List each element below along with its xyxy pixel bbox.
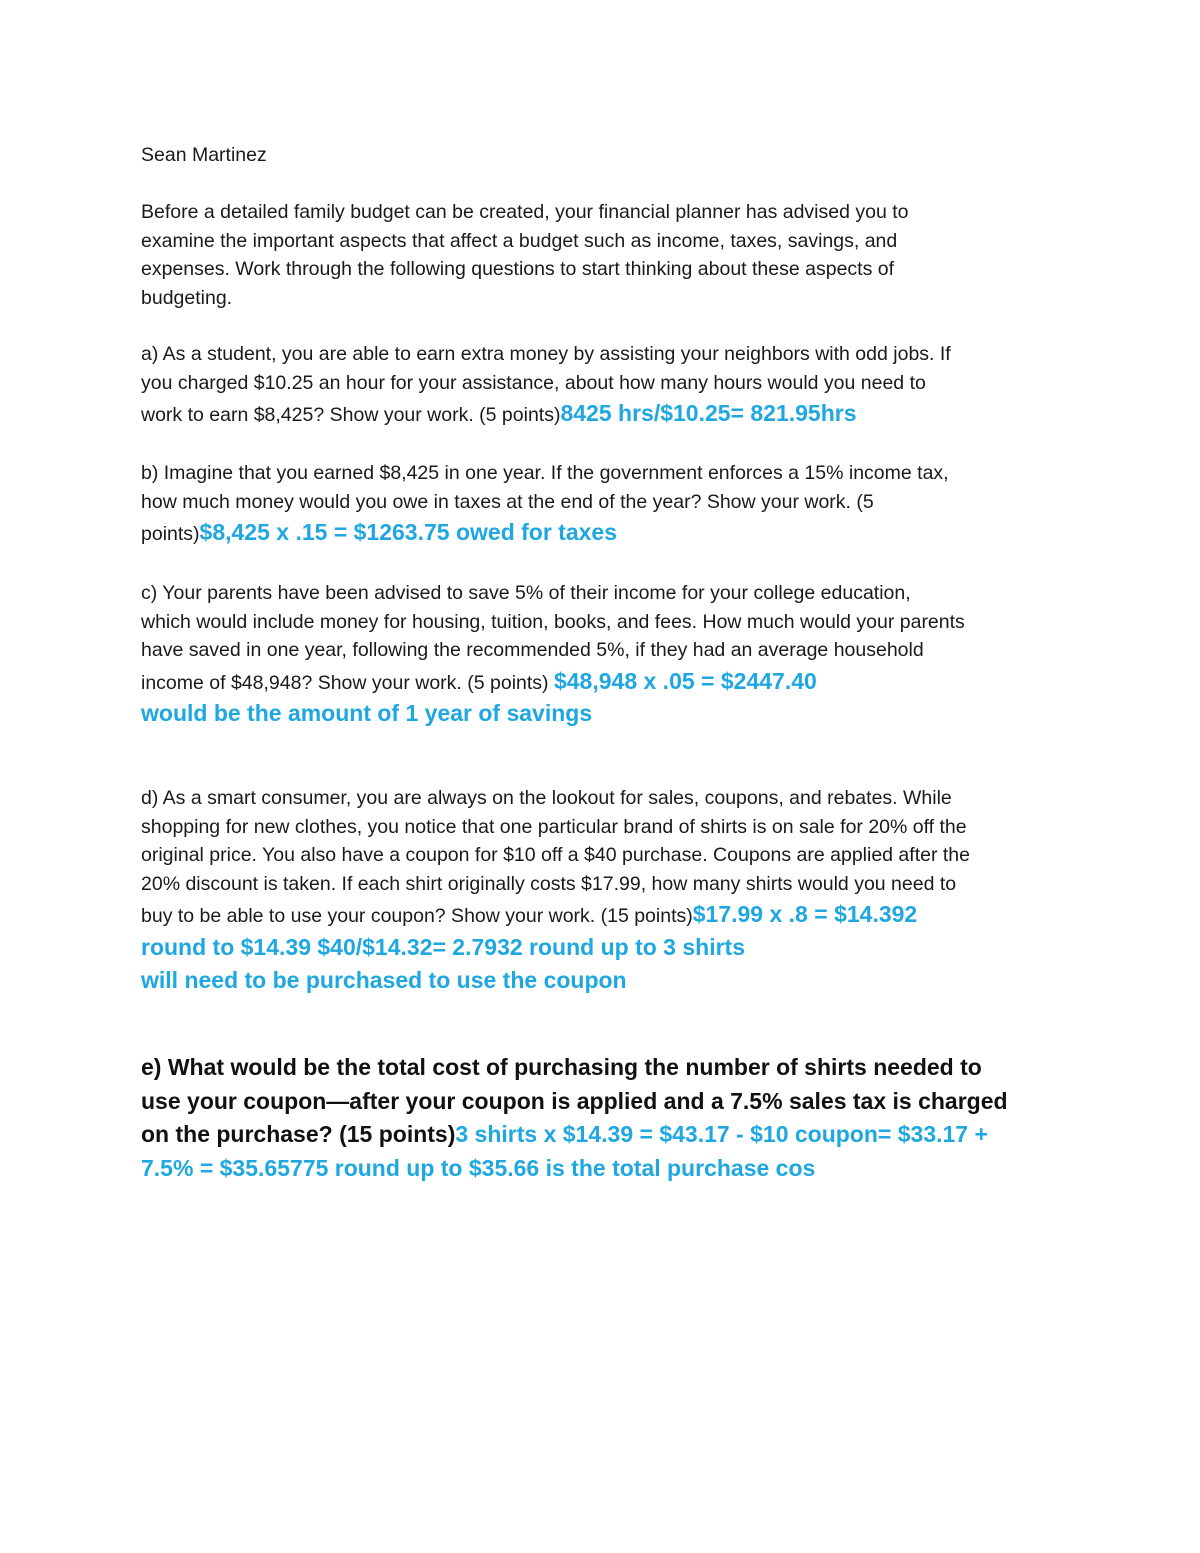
question-a-prompt: work to earn $8,425? Show your work. (5 points) bbox=[141, 404, 561, 427]
author-name-text: Sean Martinez bbox=[141, 144, 267, 166]
question-c-line: have saved in one year, following the recommended 5%, if they had an average household bbox=[141, 639, 924, 662]
answer-c-continued: would be the amount of 1 year of savings bbox=[141, 700, 593, 727]
question-b-prompt: points) bbox=[141, 523, 200, 546]
question-b-line: how much money would you owe in taxes at the end of the year? Show your work. (5 bbox=[141, 490, 874, 513]
question-d-line: original price. You also have a coupon for $10 off a $40 purchase. Coupons are applied after the bbox=[141, 844, 970, 867]
question-b-last-line bbox=[141, 518, 1071, 549]
question-c-prompt: income of $48,948? Show your work. (5 points) bbox=[141, 671, 554, 694]
answer-e: 3 shirts x $14.39 = $43.17 - $10 coupon= $33.17 + bbox=[455, 1121, 988, 1147]
intro-line: Before a detailed family budget can be created, your financial planner has advised you to bbox=[141, 201, 909, 223]
question-d bbox=[141, 784, 1071, 997]
question-e bbox=[141, 1051, 1071, 1185]
question-c-line: c) Your parents have been advised to save 5% of their income for your college education, bbox=[141, 582, 911, 604]
question-b-line: b) Imagine that you earned $8,425 in one year. If the government enforces a 15% income tax, bbox=[141, 462, 949, 484]
question-d-line: d) As a smart consumer, you are always on the lookout for sales, coupons, and rebates. While bbox=[141, 787, 952, 809]
question-a-line: you charged $10.25 an hour for your assistance, about how many hours would you need to bbox=[141, 371, 926, 394]
answer-d-continued: will need to be purchased to use the coupon bbox=[141, 966, 627, 993]
question-e-line: use your coupon—after your coupon is applied and a 7.5% sales tax is charged bbox=[141, 1087, 1008, 1114]
question-c bbox=[141, 579, 1071, 730]
answer-d: $17.99 x .8 = $14.392 bbox=[692, 901, 918, 928]
answer-d-continued: round to $14.39 $40/$14.32= 2.7932 round up to 3 shirts bbox=[141, 933, 745, 960]
answer-b: $8,425 x .15 = $1263.75 owed for taxes bbox=[199, 519, 618, 546]
question-c-line: which would include money for housing, tuition, books, and fees. How much would your parents bbox=[141, 610, 965, 633]
question-a-line: a) As a student, you are able to earn extra money by assisting your neighbors with odd jobs. If bbox=[141, 343, 951, 365]
question-d-last-line bbox=[141, 900, 1071, 931]
intro-line: examine the important aspects that affect a budget such as income, taxes, savings, and bbox=[141, 229, 898, 252]
intro-line: expenses. Work through the following questions to start thinking about these aspects of bbox=[141, 258, 895, 281]
question-d-prompt: buy to be able to use your coupon? Show your work. (15 points) bbox=[141, 905, 693, 928]
question-d-line: 20% discount is taken. If each shirt originally costs $17.99, how many shirts would you need to bbox=[141, 872, 957, 895]
question-e-prompt: on the purchase? (15 points) bbox=[141, 1121, 456, 1147]
question-e-line: e) What would be the total cost of purchasing the number of shirts needed to bbox=[141, 1054, 982, 1080]
intro-line: budgeting. bbox=[141, 286, 233, 309]
question-d-line: shopping for new clothes, you notice that one particular brand of shirts is on sale for 20% off the bbox=[141, 815, 967, 838]
answer-e-continued: 7.5% = $35.65775 round up to $35.66 is the total purchase cos bbox=[141, 1154, 816, 1181]
question-a bbox=[141, 340, 1071, 430]
answer-c: $48,948 x .05 = $2447.40 bbox=[553, 667, 817, 694]
author-name bbox=[141, 141, 1071, 170]
question-e-last-line bbox=[141, 1118, 1071, 1152]
intro-paragraph bbox=[141, 198, 1071, 312]
answer-a: 8425 hrs/$10.25= 821.95hrs bbox=[560, 400, 857, 427]
question-c-last-line bbox=[141, 667, 1071, 698]
question-a-last-line bbox=[141, 399, 1071, 430]
question-b bbox=[141, 459, 1071, 549]
